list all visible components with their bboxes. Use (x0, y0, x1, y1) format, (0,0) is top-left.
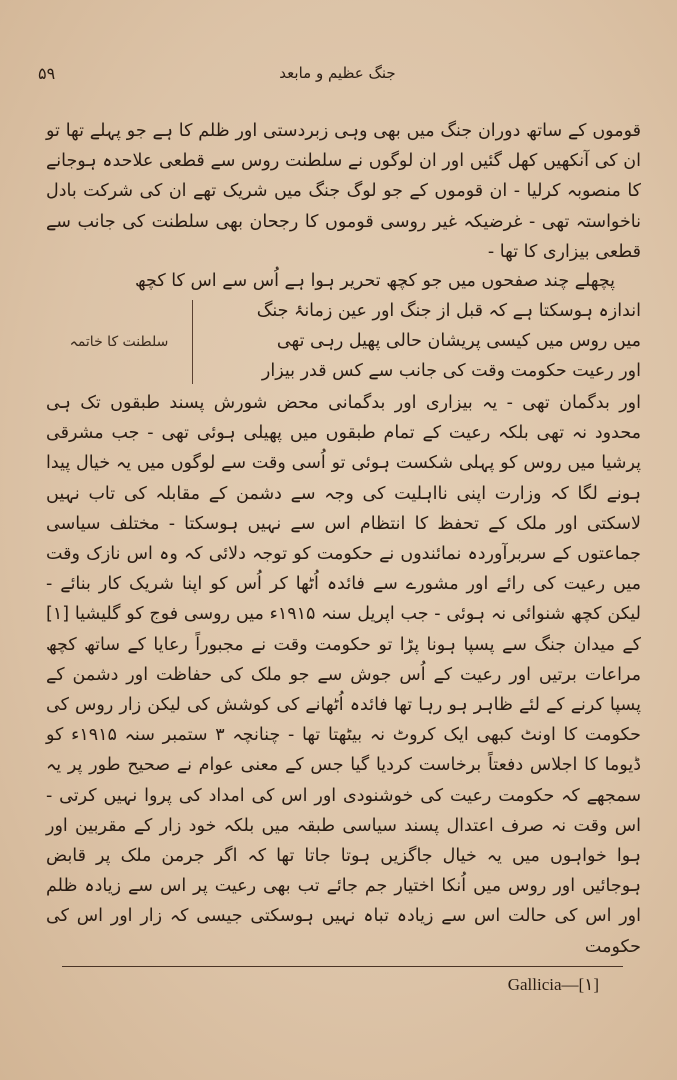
footnote-divider (62, 966, 623, 967)
paragraph-2-first-line (46, 266, 641, 296)
paragraph-2-line: پچھلے چند صفحوں میں جو کچھ تحریر ہوا ہے اُس سے اس کا کچھ (134, 271, 615, 291)
footnote: Gallicia—[۱] (507, 975, 599, 994)
sidenote-line: اندازہ ہوسکتا ہے کہ قبل از جنگ اور عین زمانۂ جنگ (256, 301, 641, 321)
sidenote-block (46, 296, 641, 388)
page-header (38, 62, 637, 90)
sidenote-line: اور رعیت حکومت وقت کی جانب سے کس قدر بیزار (261, 361, 641, 382)
page-number: ۵۹ (38, 64, 56, 83)
sidenote-label: سلطنت کا خاتمہ (69, 334, 169, 350)
sidenote-text (233, 296, 641, 387)
running-title: جنگ عظیم و مابعد (279, 64, 396, 82)
paragraph-3: اور بدگمان تھی - یہ بیزاری اور بدگمانی محض شورش پسند طبقوں تک ہی محدود نہ تھی بلکہ رعیت کے تمام طبقوں میں پھیلی ہوئی تھی - جب مشرقی پرشیا میں روس کو پہلی شکست ہوئی تو اُسی وقت سے لوگوں میں یہ خیال پیدا ہونے لگا کہ وزارت اپنی نااہلیت کی وجہ سے دشمن کے مقابلہ کی تاب نہیں لاسکتی اور ملک کے تحفظ کا انتظام اس سے نہیں ہوسکتا - مختلف سیاسی جماعتوں کے سربرآوردہ نمائندوں نے حکومت کو توجہ دلائی کہ وہ اس نازک وقت میں رعیت کی رائے اور مشورے سے فائدہ اُٹھا کر اُس کو اپنا شریک کار بنائے - لیکن کچھ شنوائی نہ ہوئی - جب اپریل سنہ ۱۹۱۵ء میں روسی فوج کو گلیشیا [۱] کے میدان جنگ سے پسپا ہونا پڑا تو حکومت وقت نے مجبوراً رعایا کے ساتھ کچھ مراعات برتیں اور رعیت کے اُس جوش سے جو ملک کی حفاظت اور دشمن کے پسپا کرنے کے لئے ظاہر ہو رہا تھا فائدہ اُٹھانے کی کوشش کی لیکن زار روس کی حکومت کا اونٹ کبھی ایک کروٹ نہ بیٹھتا تھا - چنانچہ ۳ ستمبر سنہ ۱۹۱۵ء کو ڈیوما کا اجلاس دفعتاً برخاست کردیا گیا جس کے معنی عوام نے صحیح طور پر یہ سمجھے کہ حکومت رعیت کی خوشنودی اور اس کی امداد کی پروا نہیں کرتی - اس وقت نہ صرف اعتدال پسند سیاسی طبقہ میں بلکہ خود زار کے مقربین اور ہوا خواہوں میں یہ خیال جاگزیں ہوتا جاتا تھا کہ اگر جرمن ملک پر قابض ہوجائیں اور روس میں اُنکا اختیار جم جائے تب بھی رعیت پر اس سے زیادہ ظلم اور اس کی حالت اس سے زیادہ تباہ نہیں ہوسکتی جیسی کہ زار اور اس کی حکومت (46, 393, 642, 957)
sidenote-box (46, 300, 193, 384)
sidenote-line: میں روس میں کیسی پریشان حالی پھیل رہی تھی (276, 331, 641, 352)
paragraph-1: قوموں کے ساتھ دوران جنگ میں بھی وہی زبردستی اور ظلم کا ہے جو پہلے تھا تو ان کی آنکھیں کھل گئیں اور ان لوگوں نے سلطنت روس سے قطعی علاحدہ ہوجانے کا منصوبہ کرلیا - ان قوموں کے جو لوگ جنگ میں شریک تھے ان کی شرکت بادل ناخواستہ تھی - غرضیکہ غیر روسی قوموں کا رجحان بھی سلطنت کی جانب سے قطعی بیزاری کا تھا - (46, 121, 641, 262)
